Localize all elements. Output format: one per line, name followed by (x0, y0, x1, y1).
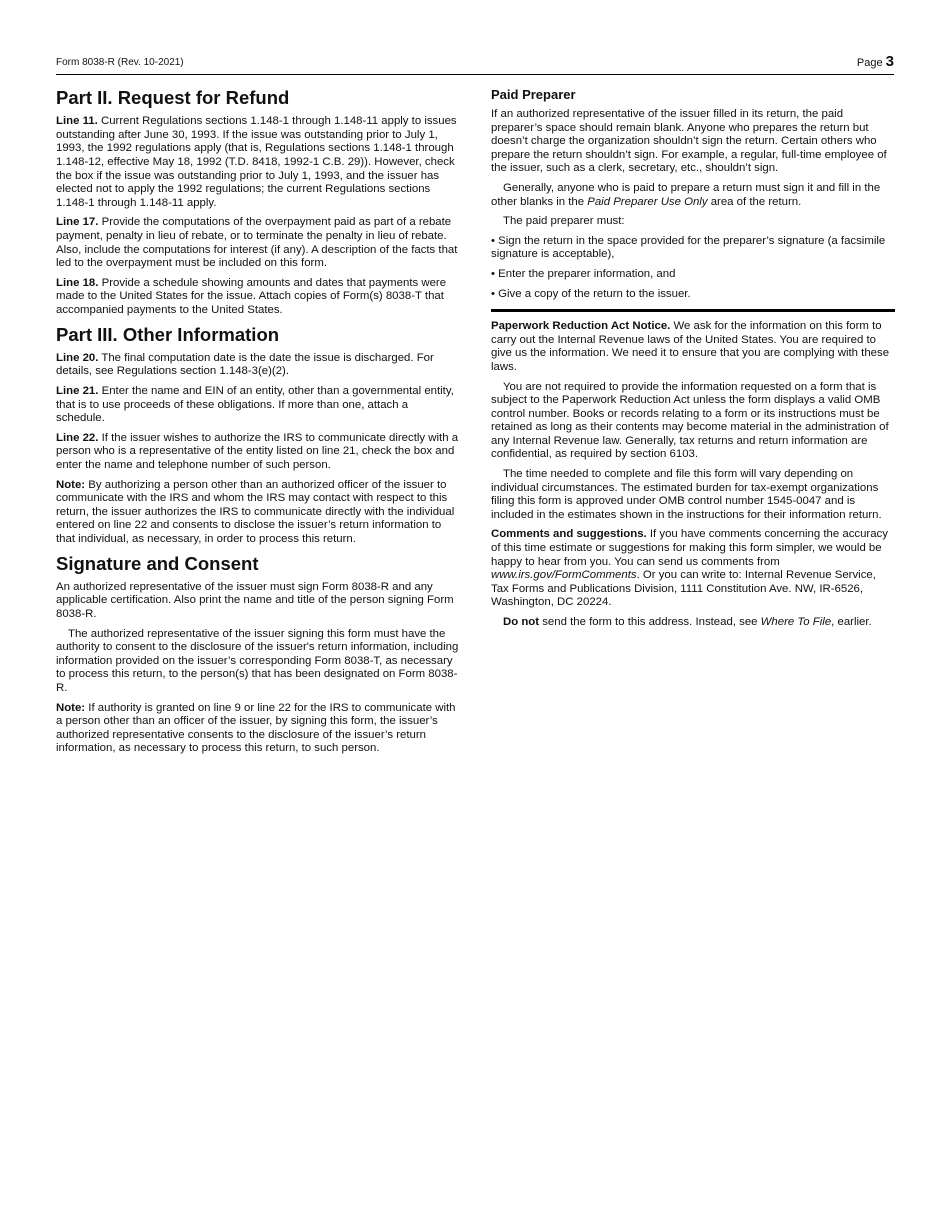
paperwork-text: We ask for the information on this form to carry out the Internal Revenue laws of the United States. You are required to give us the information. We need it to ensure that you are complying with these laws. (491, 320, 890, 373)
line21-label: Line 21. (56, 385, 99, 398)
page-number: 3 (885, 53, 894, 70)
signature-title: Signature and Consent (56, 552, 259, 574)
comments-text-b: . Or you can write to: Internal Revenue Service, Tax Forms and Publications Division, 1111 Constitution Ave. NW, IR-6526, Washington, DC 20224. (491, 569, 876, 609)
line22-paragraph (56, 432, 459, 473)
part3-title: Part III. Other Information (56, 323, 280, 345)
comments-text-a: If you have comments concerning the accuracy of this time estimate or suggestions for making this form simpler, we would be happy to hear from you. You can send us comments from (491, 528, 888, 568)
preparer-title: Paid Preparer (491, 87, 576, 102)
comments-url: www.irs.gov/FormComments (491, 569, 637, 582)
line22-label: Line 22. (56, 431, 99, 444)
line20-text: The final computation date is the date the issue is discharged. For details, see Regulations section 1.148-3(e)(2). (56, 351, 434, 378)
preparer-bullet: • Sign the return in the space provided for the preparer’s signature (a facsimile signature is acceptable), (491, 234, 886, 261)
preparer-p2-italic: Paid Preparer Use Only (587, 195, 708, 208)
signature-note-paragraph (56, 702, 459, 756)
left-column (56, 87, 459, 762)
page-label: Page (856, 57, 883, 69)
preparer-p2-a: Generally, anyone who is paid to prepare a return must sign it and fill in the other blanks in the (491, 181, 881, 208)
donot-paragraph (491, 616, 895, 630)
part3-note-label: Note: (56, 478, 86, 491)
line21-paragraph (56, 385, 459, 426)
preparer-bullet: • Enter the preparer information, and (491, 267, 676, 280)
line17-text: Provide the computations of the overpayment paid as part of a rebate payment, penalty in lieu of rebate, or to terminate the penalty in lieu of rebate. Also, include the computations for interest (if any). A description of the facts that led to the overpayment must be included on this form. (56, 216, 458, 270)
line17-label: Line 17. (56, 216, 99, 229)
section-divider (491, 309, 895, 312)
form-id: Form 8038-R (Rev. 10-2021) (56, 57, 184, 68)
preparer-p2 (491, 182, 895, 209)
line22-text: If the issuer wishes to authorize the IRS to communicate directly with a person who is a representative of the entity listed on line 21, check the box and enter the name and telephone number of such person. (56, 431, 459, 471)
donot-text-b: , earlier. (831, 616, 872, 628)
preparer-p2-b: area of the return. (707, 195, 802, 208)
line11-label: Line 11. (56, 115, 98, 128)
line18-label: Line 18. (56, 276, 99, 289)
preparer-p3: The paid preparer must: (503, 215, 625, 228)
signature-p2: The authorized representative of the issuer signing this form must have the authority to consent to the disclosure of the issuer's return information, including information provided on the issuer’s corresponding Form 8038-T, as necessary to process this return, to the person(s) that has been designated on Form 8038-R. (56, 627, 459, 694)
line18-paragraph (56, 277, 459, 318)
comments-label: Comments and suggestions. (491, 528, 647, 541)
paperwork-p3: The time needed to complete and file this form will vary depending on individual circumstances. The estimated burden for tax-exempt organizations filing this form is approved under OMB control number 1545-0047 and is included in the estimates shown in the instructions for their information return. (491, 468, 882, 521)
part2-title: Part II. Request for Refund (56, 87, 290, 108)
line21-text: Enter the name and EIN of an entity, other than a governmental entity, that is to use proceeds of these obligations. If more than one, attach a schedule. (56, 385, 454, 425)
paperwork-paragraph (491, 320, 895, 374)
line11-paragraph (56, 115, 459, 210)
page-header (56, 53, 894, 75)
signature-p1: An authorized representative of the issuer must sign Form 8038-R and any applicable certification. Also print the name and title of the person signing Form 8038-R. (56, 580, 454, 621)
part3-note-text: By authorizing a person other than an authorized officer of the issuer to communicate with the IRS and whom the IRS may contact with respect to this return, the issuer authorizes the IRS to communicate directly with the individual entered on line 22 and consents to disclose the issuer’s return information to that individual, as necessary, in order to process this return. (56, 478, 455, 545)
line20-label: Line 20. (56, 351, 99, 364)
donot-text-a: send the form to this address. Instead, see (539, 616, 761, 628)
paperwork-p2: You are not required to provide the information requested on a form that is subject to the Paperwork Reduction Act unless the form displays a valid OMB control number. Books or records relating to a form or its instructions must be retained as long as their contents may become material in the administration of any Internal Revenue law. Generally, tax returns and return information are confidential, as required by section 6103. (491, 380, 889, 461)
signature-note-label: Note: (56, 701, 86, 714)
line18-text: Provide a schedule showing amounts and dates that payments were made to the United States for the issue. Attach copies of Form(s) 8038-T that accompanied payments to the United States. (56, 276, 447, 316)
donot-italic: Where To File (760, 616, 832, 628)
part3-note-paragraph (56, 479, 459, 547)
line20-paragraph (56, 352, 459, 379)
right-column (491, 87, 895, 636)
signature-note-text: If authority is granted on line 9 or line 22 for the IRS to communicate with a person other than an officer of the issuer, by signing this form, the issuer’s authorized representative consents to the disclosure of the issuer’s return information, as necessary to process this return, to such person. (56, 701, 456, 755)
line11-text: Current Regulations sections 1.148-1 through 1.148-11 apply to issues outstanding after June 30, 1993. If the issue was outstanding prior to July 1, 1993, the 1992 regulations apply (that is, Regulations sections 1.148-1 through 1.148-12, effective May 18, 1992 (T.D. 8418, 1992-1 C.B. 29)). However, check the box if the issue was outstanding prior to July 1, 1993, and the issuer has elected not to apply the 1992 regulations; the current Regulations sections 1.148-1 through 1.148-11 apply. (56, 115, 457, 209)
donot-label: Do not (503, 616, 540, 628)
comments-paragraph (491, 528, 895, 610)
line17-paragraph (56, 216, 459, 270)
paperwork-label: Paperwork Reduction Act Notice. (491, 320, 671, 333)
preparer-p1: If an authorized representative of the issuer filled in its return, the paid preparer’s space should remain blank. Anyone who prepares the return but doesn’t charge the organization shouldn’t sign the return. Certain others who prepare the return shouldn’t sign. For example, a regular, full-time employee of the issuer, such as a clerk, secretary, etc., shouldn’t sign. (491, 108, 887, 175)
page-indicator (857, 53, 894, 70)
preparer-bullet: • Give a copy of the return to the issuer. (491, 287, 691, 300)
